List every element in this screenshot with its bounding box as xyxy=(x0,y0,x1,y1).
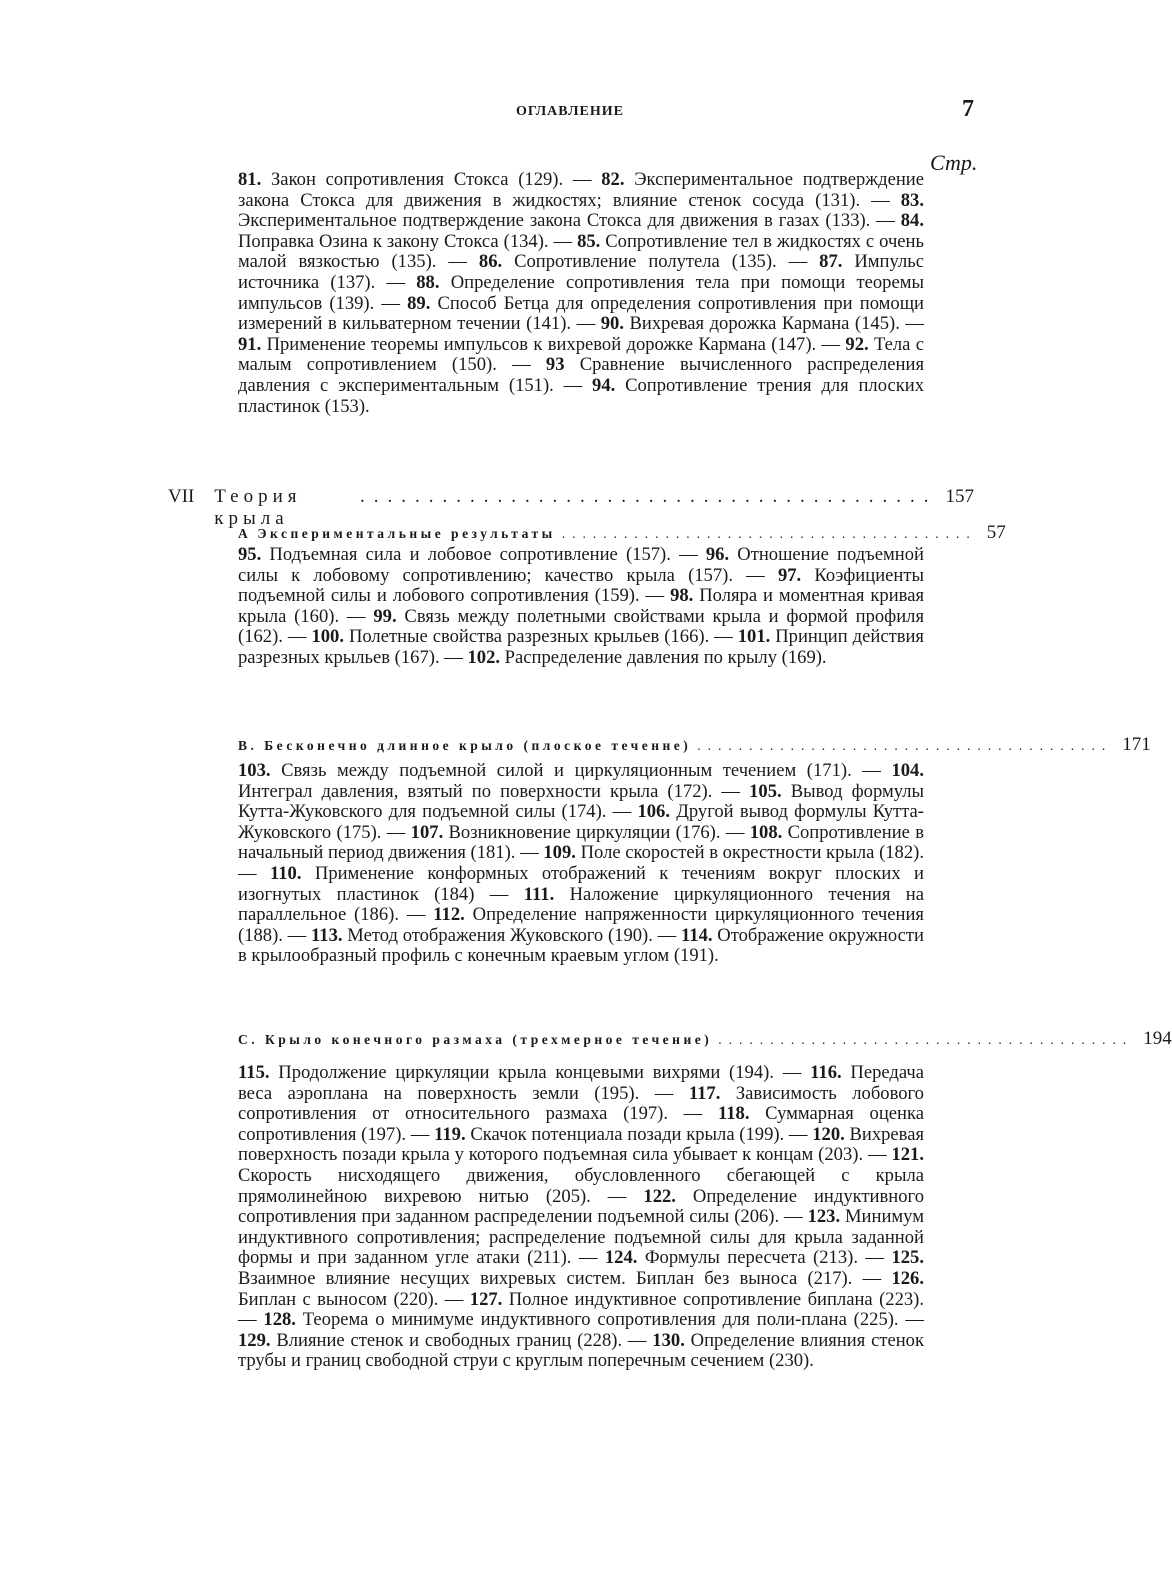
entry-text: Скорость нисходящего движения, обусловленного сбегающей с крыла прямолинейною вихревою нитью (205). — xyxy=(238,1164,924,1207)
entry-text: Связь между подъемной силой и циркуляционным течением (171). — xyxy=(270,760,892,781)
section-title: B. Бесконечно длинное крыло (плоское теченне) xyxy=(238,738,692,753)
leader-dots: ........................................ xyxy=(561,526,977,541)
entry-text: Поправка Озина к закону Стокса (134). — xyxy=(238,230,578,252)
section-page: 194 xyxy=(1143,1028,1172,1049)
entry-text: Применение конформных отображений к течениям вокруг плоских и изогнутых пластинок (184) — xyxy=(238,862,924,905)
toc-paragraph xyxy=(238,170,924,417)
entry-text: Импульс источника (137). — xyxy=(238,251,924,293)
entry-number: 115. xyxy=(238,1062,270,1083)
entry-text: Наложение циркуляционного течения на параллельное (186). — xyxy=(238,883,925,926)
running-head: ОГЛАВЛЕНИЕ xyxy=(516,104,624,119)
entry-number: 109. xyxy=(543,842,576,864)
entry-number: 112. xyxy=(433,904,465,926)
entry-text: Отображение окружности в крылообразный профиль с конечным краевым углом (191). xyxy=(238,924,924,967)
page-number: 7 xyxy=(962,96,974,122)
section-page: 171 xyxy=(1122,734,1151,755)
entry-number: 127. xyxy=(469,1288,503,1310)
chapter-title: Теория крыла xyxy=(214,486,302,529)
entry-text: Влияние стенок и свободных границ (228). — xyxy=(270,1329,653,1351)
section-heading-a xyxy=(238,522,1006,544)
entry-number: 121. xyxy=(891,1144,924,1166)
entry-number: 94. xyxy=(592,374,616,396)
entry-text: Сравнение вычисленного распределения давления с экспериментальным (151). — xyxy=(238,354,924,396)
entry-text: Интеграл давления, взятый по поверхности крыла (172). — xyxy=(238,780,750,802)
entry-text: Применение теоремы импульсов к вихревой дорожке Кармана (147). — xyxy=(261,333,846,355)
entry-text: Взаимное влияние несущих вихревых систем. Биплан без выноса (217). — xyxy=(238,1267,892,1289)
entry-text: Определение напряженности циркуляционного течения (188). — xyxy=(238,904,924,946)
entry-text: Минимум индуктивного сопротивления; распределение подъемной силы для крыла заданной формы и при заданном угле атаки (211). — xyxy=(238,1206,924,1269)
entry-number: 128. xyxy=(263,1309,296,1331)
entry-text: Скачок потенциала позади крыла (199). — xyxy=(465,1123,813,1145)
entry-text: Вихревая поверхность позади крыла у которого подъемная сила убывает к концам (203). — xyxy=(238,1123,925,1166)
entry-number: 129. xyxy=(238,1329,271,1351)
section-title: C. Крыло конечного размаха (трехмерное течение) xyxy=(238,1032,713,1047)
entry-text: Сопротивление тел в жидкостях с очень малой вязкостью (135). — xyxy=(238,230,924,273)
entry-text: Связь между полетными свойствами крыла и формой профиля (162). — xyxy=(238,605,924,648)
entry-number: 117. xyxy=(688,1082,721,1104)
entry-text: Поляра и моментная кривая крыла (160). — xyxy=(238,585,924,627)
entry-text: Определение сопротивления тела при помощи теоремы импульсов (139). — xyxy=(238,271,924,314)
entry-number: 96. xyxy=(705,544,730,565)
chapter-number: VII xyxy=(168,486,195,507)
entry-number: 86. xyxy=(478,251,503,273)
entry-text: Тела с малым сопротивлением (150). — xyxy=(238,333,924,376)
entry-number: 113. xyxy=(311,924,343,946)
entry-number: 102. xyxy=(467,646,501,668)
entry-text: Теорема о минимуме индуктивного сопротивления для поли-плана (225). — xyxy=(295,1309,924,1331)
section-heading-c xyxy=(238,1028,1172,1050)
entry-number: 98. xyxy=(670,585,694,607)
section-heading-b xyxy=(238,734,1151,756)
section-page: 57 xyxy=(986,522,1006,543)
leader-dots: ........................................ xyxy=(697,738,1113,753)
leader-dots: ........................................ xyxy=(718,1032,1134,1047)
entry-text: Определение индуктивного сопротивления при заданном распределении подъемной силы (206). — xyxy=(238,1185,924,1228)
entry-text: Возникновение циркуляции (176). — xyxy=(443,821,750,843)
entry-number: 123. xyxy=(807,1206,841,1228)
entry-number: 90. xyxy=(600,313,624,335)
entry-number: 116. xyxy=(810,1062,842,1083)
entry-number: 124. xyxy=(604,1247,638,1269)
toc-paragraph xyxy=(238,545,924,669)
entry-text: Принцип действия разрезных крыльев (167). — xyxy=(238,626,924,668)
entry-number: 82. xyxy=(601,169,625,190)
entry-text: Распределение давления по крылу (169). xyxy=(500,646,827,668)
entry-number: 110. xyxy=(269,862,302,884)
entry-number: 91. xyxy=(238,333,262,355)
toc-paragraph xyxy=(238,761,924,967)
entry-number: 118. xyxy=(717,1103,750,1125)
entry-text: Сопротивление в начальный период движения (181). — xyxy=(238,821,924,864)
entry-number: 99. xyxy=(373,605,397,627)
entry-number: 93 xyxy=(545,354,565,376)
entry-number: 92. xyxy=(845,333,869,355)
entry-text: Вихревая дорожка Кармана (145). — xyxy=(623,313,924,335)
entry-number: 126. xyxy=(891,1267,924,1289)
entry-number: 83. xyxy=(900,189,924,211)
entry-number: 100. xyxy=(311,626,344,648)
entry-number: 81. xyxy=(238,169,262,190)
entry-number: 119. xyxy=(434,1123,466,1145)
entry-text: Продолжение циркуляции крыла концевыми вихрями (194). — xyxy=(269,1062,811,1083)
entry-number: 105. xyxy=(749,780,782,802)
entry-number: 103. xyxy=(238,760,271,781)
entry-number: 108. xyxy=(749,821,783,843)
entry-text: Определение влияния стенок трубы и границ свободной струи с круглым поперечным сечением (230). xyxy=(238,1329,924,1372)
entry-number: 97. xyxy=(777,564,802,586)
entry-number: 114. xyxy=(681,924,713,946)
entry-text: Полное индуктивное сопротивление биплана (223). — xyxy=(238,1288,924,1331)
entry-text: Сопротивление трения для плоских пластинок (153). xyxy=(238,374,924,417)
entry-text: Сопротивление полутела (135). — xyxy=(502,251,820,273)
entry-text: Метод отображения Жуковского (190). — xyxy=(342,924,681,946)
entry-text: Биплан с выносом (220). — xyxy=(238,1288,470,1310)
entry-text: Экспериментальное подтверждение закона Стокса для движения в газах (133). — xyxy=(238,210,901,232)
entry-text: Вывод формулы Кутта-Жуковского для подъемной силы (174). — xyxy=(238,780,924,823)
entry-number: 122. xyxy=(643,1185,676,1207)
entry-number: 101. xyxy=(737,626,771,648)
entry-number: 125. xyxy=(891,1247,924,1269)
chapter-page: 157 xyxy=(945,486,974,507)
entry-text: Экспериментальное подтверждение закона Стокса для движения в жидкостях; влияние стенок сосуда (131). — xyxy=(238,169,924,211)
entry-text: Зависимость лобового сопротивления от относительного размаха (197). — xyxy=(238,1082,924,1125)
entry-number: 88. xyxy=(416,271,440,293)
entry-number: 120. xyxy=(812,1123,845,1145)
entry-number: 130. xyxy=(652,1329,685,1351)
entry-text: Коэфициенты подъемной силы и лобового сопротивления (159). — xyxy=(238,564,924,607)
entry-text: Поле скоростей в окрестности крыла (182). — xyxy=(238,842,924,884)
entry-number: 85. xyxy=(577,230,601,252)
entry-text: Формулы пересчета (213). — xyxy=(637,1247,892,1269)
entry-text: Закон сопротивления Стокса (129). — xyxy=(261,169,602,190)
entry-number: 104. xyxy=(891,760,924,781)
entry-number: 84. xyxy=(900,210,924,232)
entry-number: 87. xyxy=(819,251,843,273)
entry-text: Передача веса аэроплана на поверхность земли (195). — xyxy=(238,1062,924,1104)
entry-text: Полетные свойства разрезных крыльев (166). — xyxy=(343,626,738,648)
entry-text: Способ Бетца для определения сопротивления при помощи измерений в кильватерном течении (141). — xyxy=(238,292,924,335)
entry-text: Другой вывод формулы Кутта-Жуковского (175). — xyxy=(238,801,924,843)
section-title: A Экспериментальные результаты xyxy=(238,526,556,541)
entry-number: 111. xyxy=(523,883,555,905)
entry-number: 95. xyxy=(238,544,262,565)
entry-number: 89. xyxy=(407,292,431,314)
toc-paragraph xyxy=(238,1063,924,1372)
leader-dots: .......................................... xyxy=(360,486,938,507)
entry-text: Суммарная оценка сопротивления (197). — xyxy=(238,1103,924,1145)
entry-text: Подъемная сила и лобовое сопротивление (157). — xyxy=(261,544,706,565)
entry-number: 107. xyxy=(410,821,444,843)
entry-text: Отношение подъемной силы к лобовому сопротивлению; качество крыла (157). — xyxy=(238,544,925,586)
page-column-label: Стр. xyxy=(930,150,978,175)
entry-number: 106. xyxy=(637,801,670,823)
